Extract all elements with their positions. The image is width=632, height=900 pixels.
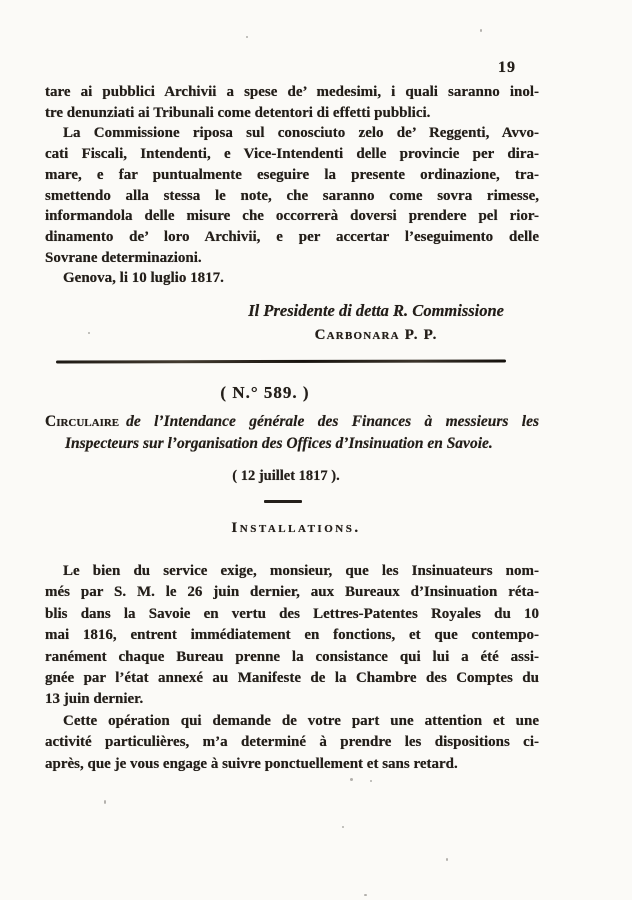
text-line: Sovrane determinazioni. <box>45 249 202 266</box>
circulaire-label: Circulaire <box>45 413 120 430</box>
text-line: tare ai pubblici Archivii a spese de’ medesimi, i quali saranno inol- <box>45 84 539 100</box>
text-line: ranément chaque Bureau prenne la consistance qui lui a été assi- <box>45 648 539 665</box>
text-line: activité particulières, m’a determiné à prendre les dispositions ci- <box>45 734 539 751</box>
ink-speck <box>370 780 372 782</box>
text-line: cati Fiscali, Intendenti, e Vice-Intendenti delle provincie per dira- <box>45 146 539 163</box>
text-line: informandola delle misure che occorrerà doversi prendere pel rior- <box>45 208 539 225</box>
ink-speck <box>88 332 90 334</box>
signature-title: Il Presidente di detta R. Commissione <box>248 301 504 320</box>
text-line: Cette opération qui demande de votre part une attention et une <box>63 712 539 729</box>
dateline-genova: Genova, li 10 luglio 1817. <box>63 270 224 287</box>
section-heading-installations: Installations. <box>231 520 361 536</box>
text-line: La Commissione riposa sul conosciuto zelo de’ Reggenti, Avvo- <box>63 125 539 142</box>
page-number: 19 <box>498 59 516 76</box>
text-line: smettendo alla stessa le note, che saranno come sovra rimesse, <box>45 187 539 204</box>
short-divider <box>264 500 302 503</box>
ink-speck <box>446 858 448 861</box>
italian-section <box>45 82 539 289</box>
text-line: Le bien du service exige, monsieur, que les Insinuateurs nom- <box>63 563 539 579</box>
circular-date: ( 12 juillet 1817 ). <box>232 468 340 484</box>
paragraph-dispositions <box>45 711 539 775</box>
text-line: gnée par l’état annexé au Manifeste de la Chambre des Comptes du <box>45 670 539 687</box>
paragraph-archivii <box>45 82 539 123</box>
paragraph-insinuateurs <box>45 561 539 711</box>
separator-rule <box>56 360 506 364</box>
text-line: mare, e far puntualmente eseguire la presente ordinazione, tra- <box>45 166 539 183</box>
circular-heading-line1 <box>45 411 539 433</box>
text-line: tre denunziati ai Tribunali come detentori di effetti pubblici. <box>45 104 431 121</box>
circular-heading-line2: Inspecteurs sur l’organisation des Offices d’Insinuation en Savoie. <box>65 434 493 452</box>
text-line: blis dans la Savoie en vertu des Lettres-Patentes Royales du 10 <box>45 605 539 622</box>
ink-speck <box>364 894 367 896</box>
signature-block <box>248 301 504 344</box>
text-line: après, que je vous engage à suivre ponctuellement et sans retard. <box>45 755 458 772</box>
text-line: mai 1816, entrent immédiatement en fonctions, et que contempo- <box>45 627 539 644</box>
ink-speck <box>104 800 106 804</box>
circular-number: ( N.° 589. ) <box>220 383 310 402</box>
circular-heading <box>45 411 539 454</box>
text-line: més par S. M. le 26 juin dernier, aux Bureaux d’Insinuation réta- <box>45 584 539 601</box>
french-section <box>45 561 539 775</box>
signature-name: Carbonara P. P. <box>314 327 438 343</box>
text-line: dinamento de’ loro Archivii, e per accertar l’eseguimento delle <box>45 228 539 245</box>
text-line: 13 juin dernier. <box>45 691 144 708</box>
ink-speck <box>480 29 482 32</box>
paragraph-commissione <box>45 123 539 268</box>
circular-heading-line1-rest: de l’Intendance générale des Finances à messieurs les <box>126 413 539 430</box>
ink-speck <box>350 778 353 781</box>
ink-speck <box>342 826 344 828</box>
ink-speck <box>246 36 248 38</box>
